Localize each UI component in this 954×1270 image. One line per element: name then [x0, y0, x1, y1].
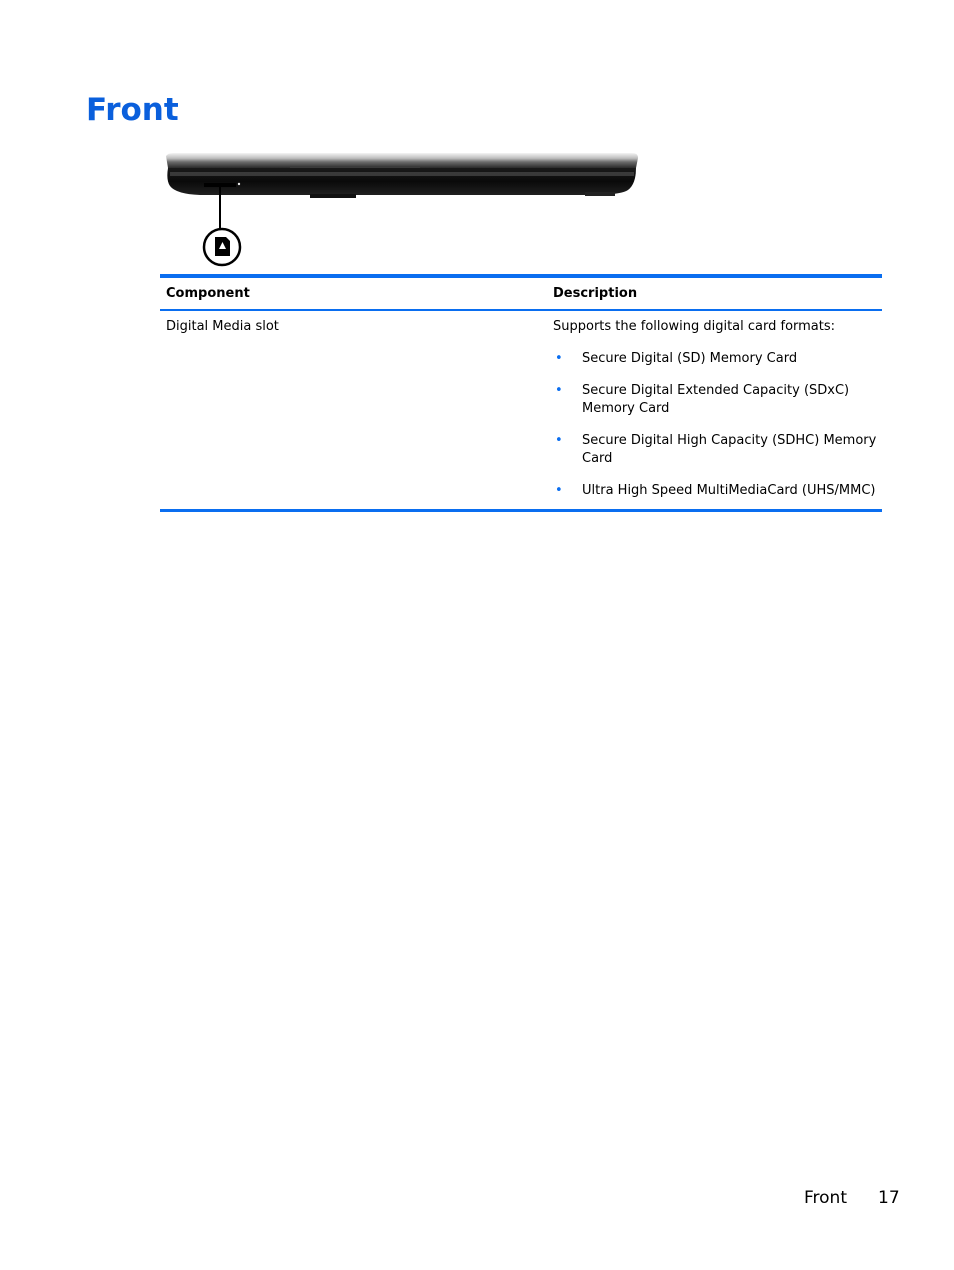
bullet-icon: • — [555, 351, 563, 366]
column-header-component: Component — [166, 286, 250, 301]
list-item — [553, 382, 882, 418]
list-item-text: Secure Digital High Capacity (SDHC) Memory Card — [582, 433, 877, 466]
card-format-list — [553, 350, 882, 500]
list-item-text: Secure Digital Extended Capacity (SDxC) Memory Card — [582, 383, 850, 416]
list-item-text: Secure Digital (SD) Memory Card — [582, 351, 798, 366]
table-row — [160, 311, 882, 509]
components-table — [160, 274, 882, 512]
column-header-description: Description — [553, 286, 638, 301]
laptop-front-view — [166, 153, 638, 198]
description-intro: Supports the following digital card formats: — [553, 319, 836, 334]
bullet-icon: • — [555, 483, 563, 498]
list-item — [553, 350, 882, 368]
bullet-icon: • — [555, 383, 563, 398]
bullet-icon: • — [555, 433, 563, 448]
page-footer — [0, 1188, 954, 1212]
footer-section-title: Front — [804, 1188, 847, 1208]
page-title: Front — [86, 92, 179, 128]
component-description — [548, 318, 882, 500]
laptop-front-illustration — [160, 150, 645, 272]
list-item-text: Ultra High Speed MultiMediaCard (UHS/MMC) — [582, 483, 876, 498]
component-name: Digital Media slot — [166, 319, 279, 334]
list-item — [553, 482, 882, 500]
memory-card-icon — [204, 229, 240, 265]
list-item — [553, 432, 882, 468]
page-number: 17 — [878, 1188, 900, 1208]
table-header-row — [160, 278, 882, 311]
